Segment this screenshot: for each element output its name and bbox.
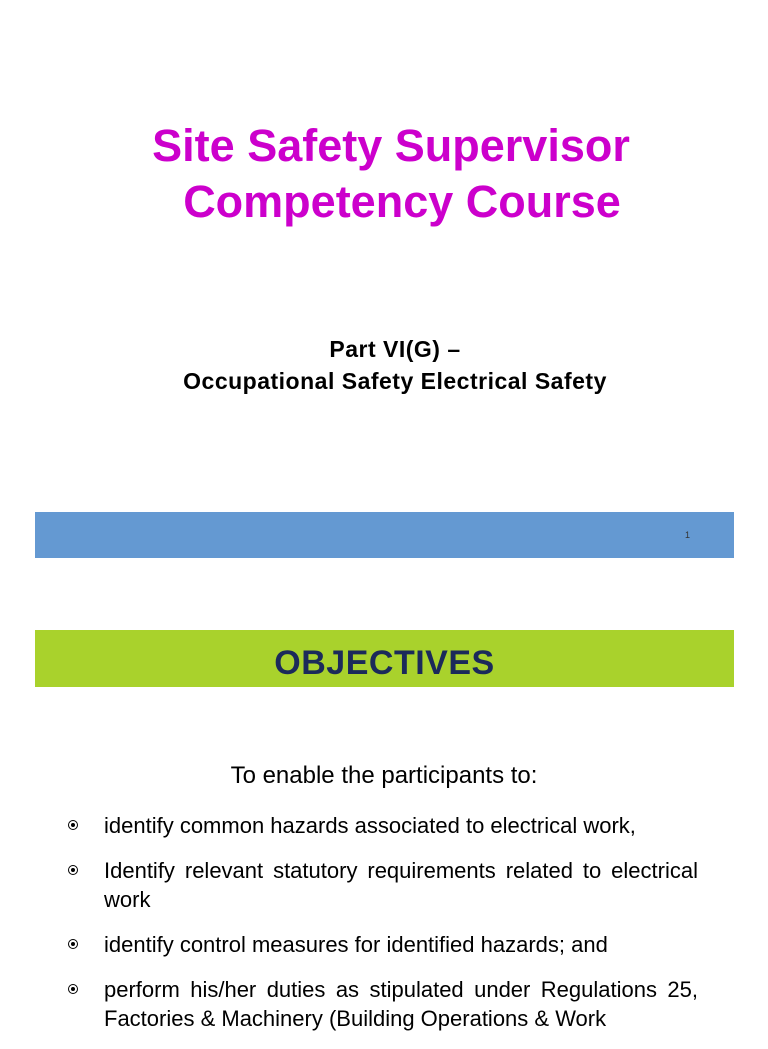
slide-footer-bar <box>35 512 734 558</box>
objectives-heading: OBJECTIVES <box>274 644 495 682</box>
circle-bullet-icon <box>68 984 78 994</box>
list-item-text: identify control measures for identified hazards; and <box>104 932 608 957</box>
circle-bullet-icon <box>68 820 78 830</box>
subtitle-line-1: Part VI(G) – <box>329 336 461 362</box>
list-item-text: identify common hazards associated to electrical work, <box>104 813 636 838</box>
slide-subtitle <box>0 333 768 397</box>
list-item <box>68 811 698 840</box>
objectives-intro: To enable the participants to: <box>230 762 538 789</box>
circle-bullet-icon <box>68 865 78 875</box>
objectives-list <box>68 811 698 1049</box>
circle-bullet-icon <box>68 939 78 949</box>
slide-title <box>0 118 768 230</box>
list-item <box>68 930 698 959</box>
list-item <box>68 856 698 914</box>
subtitle-line-2: Occupational Safety Electrical Safety <box>183 368 607 394</box>
objectives-header-bar <box>35 630 734 687</box>
title-line-2: Competency Course <box>183 176 621 227</box>
list-item <box>68 975 698 1033</box>
page-number: 1 <box>684 530 690 540</box>
list-item-text: perform his/her duties as stipulated under Regulations 25, Factories & Machinery (Building Operations & Work <box>104 977 698 1031</box>
list-item-text: Identify relevant statutory requirements related to electrical work <box>104 858 698 912</box>
title-line-1: Site Safety Supervisor <box>152 120 630 171</box>
